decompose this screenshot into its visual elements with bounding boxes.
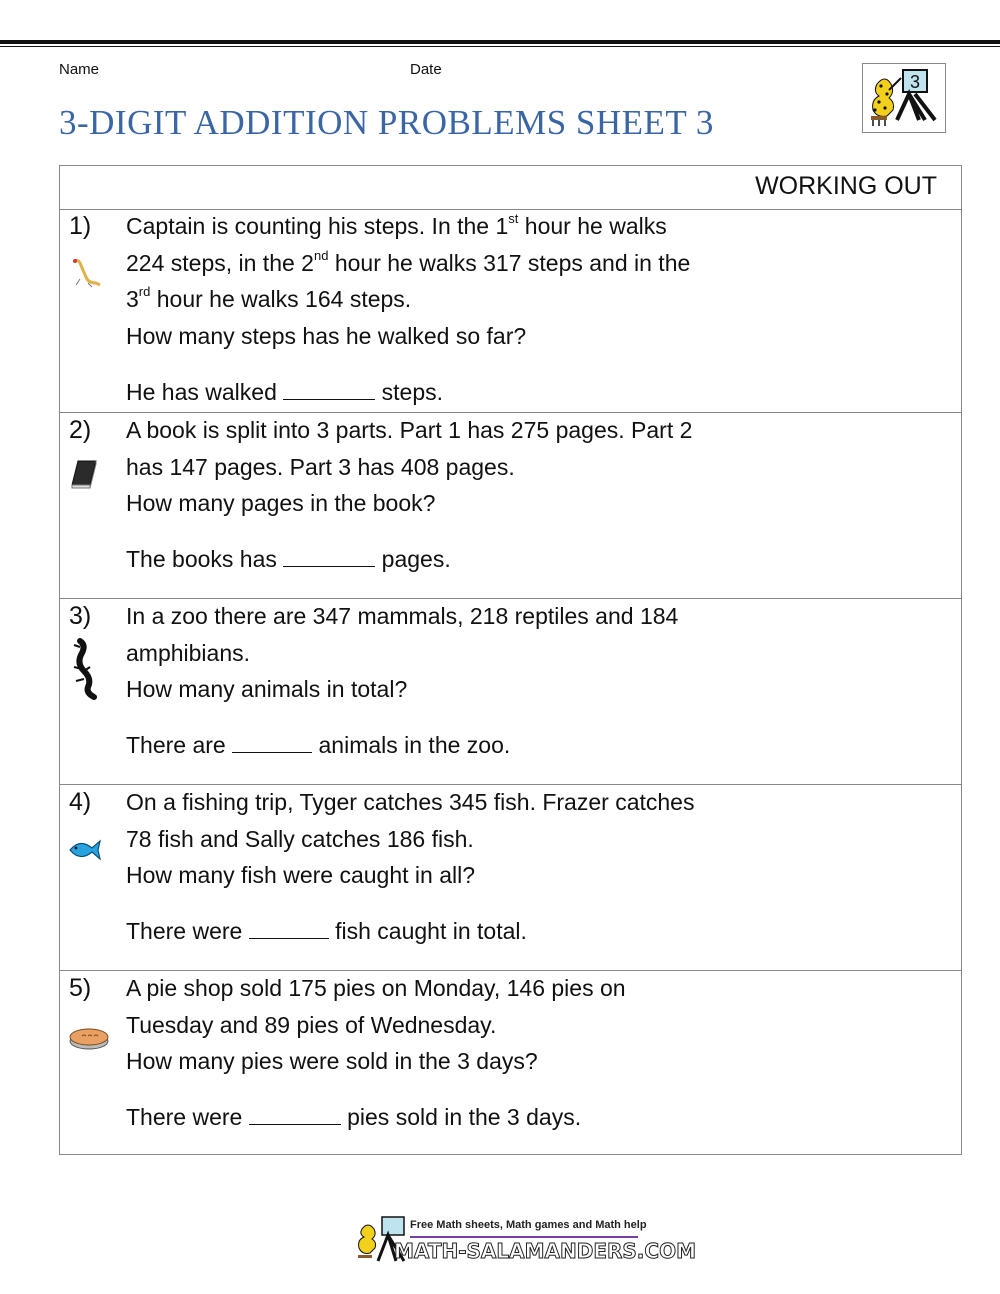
working-out-label: WORKING OUT [755,172,937,200]
pie-icon [68,1023,110,1057]
problem-text-line: Tuesday and 89 pies of Wednesday. [126,1012,497,1038]
fish-icon [68,833,102,867]
answer-sentence: The books has pages. [126,546,451,572]
problem-number: 3) [69,602,92,630]
problem-question: How many animals in total? [126,676,408,702]
answer-sentence: There are animals in the zoo. [126,732,511,758]
answer-sentence: There were fish caught in total. [126,918,527,944]
footer-logo [356,1215,696,1267]
problem-number: 1) [69,212,92,240]
answer-blank[interactable] [249,920,329,939]
footer-site-name[interactable]: MATH-SALAMANDERS.COM [394,1239,696,1263]
salamander-walking-icon [68,255,102,289]
page-title: 3-DIGIT ADDITION PROBLEMS SHEET 3 [59,103,714,142]
top-rule-thin [0,46,1000,47]
answer-blank[interactable] [249,1106,341,1125]
salamander-logo [862,63,946,133]
problem-text-line: In a zoo there are 347 mammals, 218 reptiles and 184 [126,603,679,629]
problem-row-4 [60,785,961,971]
problem-text-line: On a fishing trip, Tyger catches 345 fish. Frazer catches [126,789,695,815]
name-label: Name [59,61,100,78]
problems-table [59,165,962,1155]
svg-text:3: 3 [909,72,921,92]
problem-text-line: has 147 pages. Part 3 has 408 pages. [126,454,515,480]
problem-row-1 [60,209,961,413]
problem-question: How many steps has he walked so far? [126,323,527,349]
problem-question: How many fish were caught in all? [126,862,475,888]
problem-text-line: A pie shop sold 175 pies on Monday, 146 pies on [126,975,626,1001]
problem-number: 4) [69,788,92,816]
problem-text-line: amphibians. [126,640,251,666]
problem-text-line: 78 fish and Sally catches 186 fish. [126,826,474,852]
problem-row-3 [60,599,961,785]
answer-sentence: There were pies sold in the 3 days. [126,1104,582,1130]
top-rule-thick [0,40,1000,44]
problem-row-5 [60,971,961,1156]
footer-tagline: Free Math sheets, Math games and Math help [410,1219,647,1231]
answer-blank[interactable] [232,734,312,753]
problem-number: 2) [69,416,92,444]
problem-question: How many pages in the book? [126,490,436,516]
answer-blank[interactable] [283,381,375,400]
book-icon [68,457,102,491]
lizard-icon [68,637,102,701]
answer-sentence: He has walked steps. [126,379,444,405]
problem-number: 5) [69,974,92,1002]
problem-text-line: 224 steps, in the 2nd hour he walks 317 steps and in the [126,248,691,276]
problem-text-line: Captain is counting his steps. In the 1st hour he walks [126,211,667,239]
answer-blank[interactable] [283,548,375,567]
salamander-easel-icon [863,64,945,132]
date-label: Date [410,61,442,78]
problem-question: How many pies were sold in the 3 days? [126,1048,538,1074]
footer-divider [410,1236,638,1238]
problem-text-line: A book is split into 3 parts. Part 1 has 275 pages. Part 2 [126,417,693,443]
problem-text-line: 3rd hour he walks 164 steps. [126,284,412,312]
problem-row-2 [60,413,961,599]
table-header-row [60,166,961,210]
